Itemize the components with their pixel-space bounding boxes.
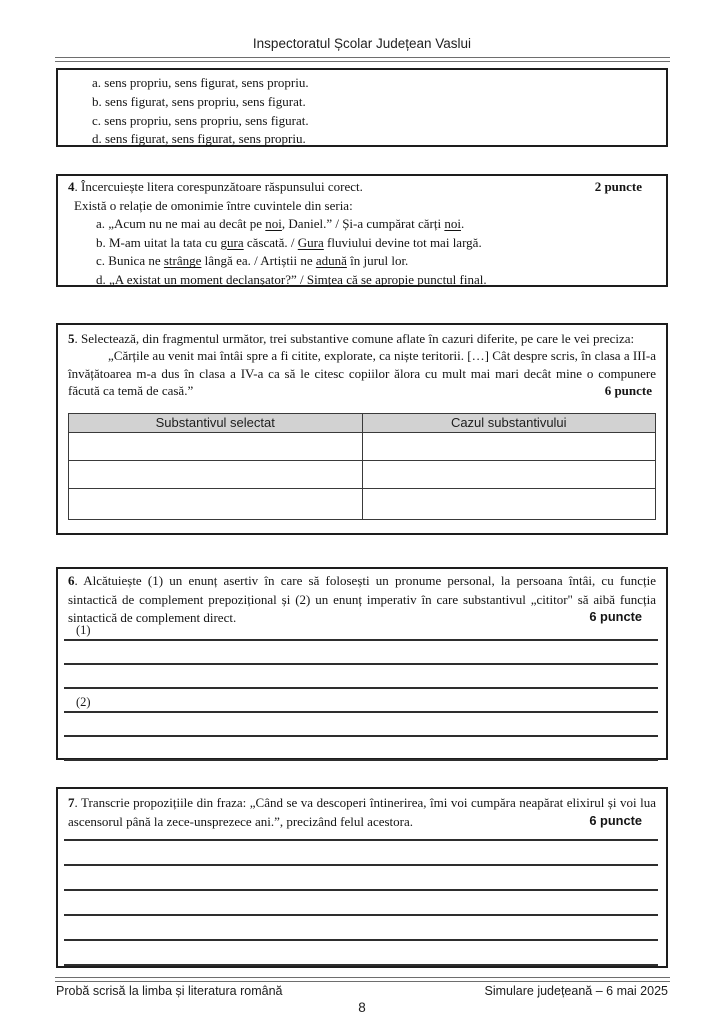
footer-exam-date: Simulare județeană – 6 mai 2025	[484, 984, 668, 998]
answer-line	[64, 916, 658, 941]
answer-label-2: (2)	[76, 694, 91, 709]
question-7-box	[56, 787, 668, 968]
question-5-points: 6 puncte	[604, 383, 652, 399]
answer-line	[64, 737, 658, 761]
page-header-title: Inspectoratul Școlar Județean Vaslui	[252, 36, 472, 51]
table-cell-noun-3	[69, 488, 363, 519]
question-4-box	[56, 174, 668, 287]
answer-table-header-noun: Substantivul selectat	[69, 413, 363, 432]
table-cell-noun-2	[69, 460, 363, 488]
page-number: 8	[358, 1000, 366, 1015]
answer-line	[64, 941, 658, 966]
answer-line	[64, 831, 658, 841]
answer-line	[64, 622, 658, 641]
q4-option-a: a. „Acum nu ne mai au decât pe noi, Daniel.” / Și-a cumpărat cărți noi.	[96, 216, 465, 232]
table-cell-case-3	[362, 488, 656, 519]
answer-line	[64, 665, 658, 689]
question-6-box	[56, 567, 668, 760]
question-7-text: 7. Transcrie propozițiile din fraza: „Când se va descoperi întinerirea, îmi voi cumpăra neapărat elixirul și voi lua ascensorul până la zece-unsprezece ani.”, precizând felul acestora. 6 puncte	[68, 795, 656, 829]
answer-table	[68, 413, 656, 520]
option-c: c. sens propriu, sens propriu, sens figurat.	[92, 112, 309, 128]
answer-line	[64, 641, 658, 665]
table-cell-case-2	[362, 460, 656, 488]
question-5-box	[56, 323, 668, 535]
table-row	[69, 488, 656, 519]
question-6-text: 6. Alcătuiește (1) un enunț asertiv în care să folosești un pronume personal, la persoana întâi, cu funcție sintactică de complement prepozițional și (2) un enunț imperativ în care substantivul „cititor" să aibă funcția sintactică de complement direct. 6 puncte	[68, 573, 656, 625]
option-a: a. sens propriu, sens figurat, sens propriu.	[92, 75, 309, 90]
answer-table-header-case: Cazul substantivului	[362, 413, 656, 432]
q4-option-d: d. „A existat un moment declanșator?” / Simțea că se apropie punctul final.	[96, 271, 487, 287]
answer-line	[64, 866, 658, 891]
answer-label-1: (1)	[76, 622, 91, 637]
question-4-lead: Există o relație de omonimie între cuvintele din seria:	[74, 197, 353, 213]
question-5-quote: „Cărțile au venit mai întâi spre a fi citite, explorate, ca niște teritorii. […] Cât despre scris, în clasa a III-a învățătoarea m-a dus în clasa a IV-a ca să le citesc copiilor ălora cu mult mai mari decât mine o compunere făcută ca temă de casă.” 6 puncte	[68, 348, 656, 399]
answer-line	[64, 841, 658, 866]
q4-option-c: c. Bunica ne strânge lângă ea. / Artiștii ne adună în jurul lor.	[96, 253, 409, 269]
header-divider	[55, 57, 670, 62]
table-row	[69, 432, 656, 460]
answer-options-box	[56, 68, 668, 147]
question-4-text: 4. Încercuiește litera corespunzătoare răspunsului corect.	[68, 179, 363, 194]
table-cell-noun-1	[69, 432, 363, 460]
option-b: b. sens figurat, sens propriu, sens figurat.	[92, 93, 306, 109]
question-4-heading	[68, 178, 656, 197]
footer-exam-name: Probă scrisă la limba și literatura română	[56, 984, 283, 998]
answer-table-header-row	[69, 413, 656, 432]
answer-line	[64, 689, 658, 713]
question-6-points: 6 puncte	[589, 609, 642, 624]
question-5-text: 5. Selectează, din fragmentul următor, trei substantive comune aflate în cazuri diferite, pe care le vei preciza:	[68, 331, 635, 346]
question-7-answer-lines	[64, 831, 658, 966]
footer-divider	[55, 977, 670, 982]
question-4-points: 2 puncte	[594, 179, 642, 194]
answer-line	[64, 713, 658, 737]
option-d: d. sens figurat, sens figurat, sens propriu.	[92, 131, 306, 147]
q4-option-b: b. M-am uitat la tata cu gura căscată. / Gura fluviului devine tot mai largă.	[96, 234, 482, 250]
answer-line	[64, 891, 658, 916]
table-cell-case-1	[362, 432, 656, 460]
table-row	[69, 460, 656, 488]
question-7-points: 6 puncte	[589, 813, 642, 828]
question-6-answer-lines	[64, 622, 658, 761]
